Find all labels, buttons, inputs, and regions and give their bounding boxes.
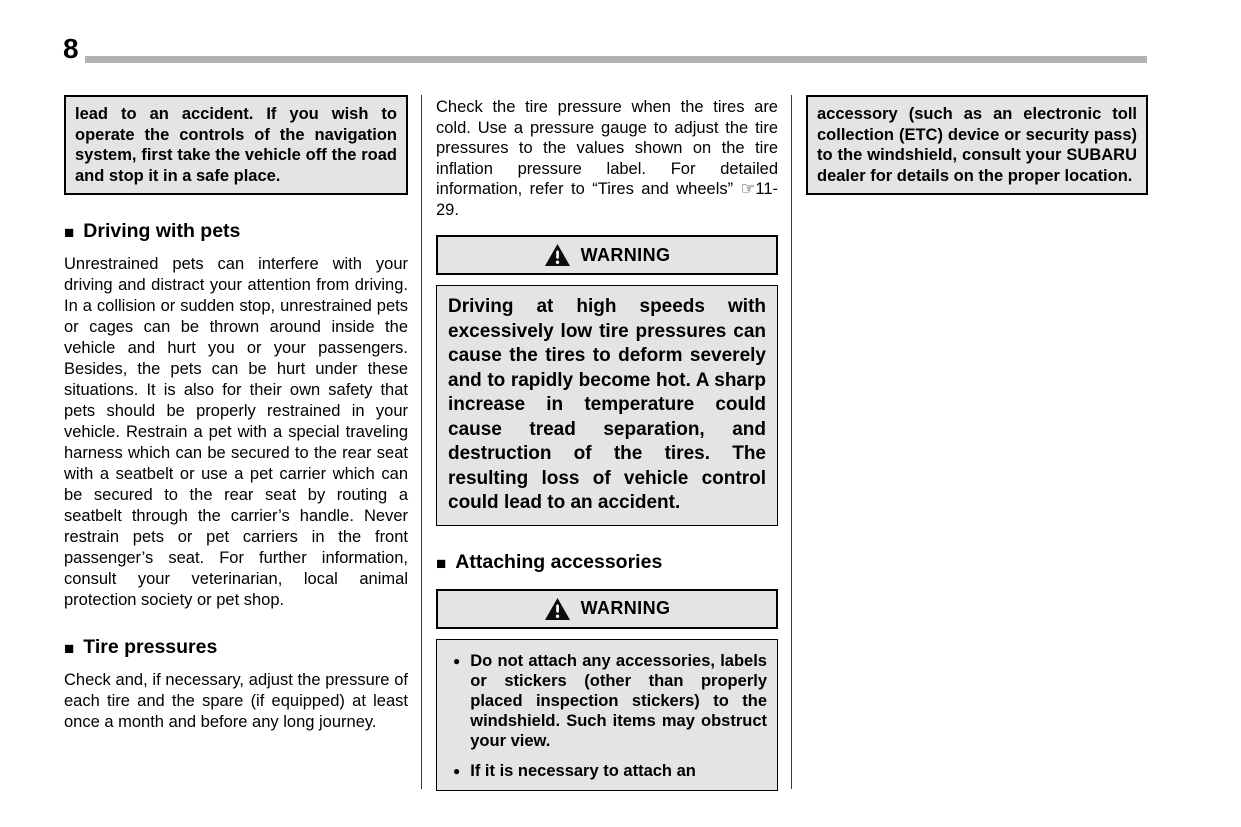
column-middle bbox=[436, 95, 778, 791]
warning-header bbox=[436, 589, 778, 629]
section-title: Driving with pets bbox=[83, 220, 241, 242]
continuation-note-box: lead to an accident. If you wish to operate the controls of the navigation system, first take the vehicle off the road and stop it in a safe place. bbox=[64, 95, 408, 195]
column-divider-left bbox=[421, 95, 422, 789]
warning-label: WARNING bbox=[580, 598, 671, 618]
paragraph-tire-pressure-check: Check the tire pressure when the tires are cold. Use a pressure gauge to adjust the tire pressures to the values shown on the tire inflation pressure label. For detailed information, refer to “Tires and wheels” ☞11-29. bbox=[436, 98, 778, 219]
column-left bbox=[64, 95, 408, 739]
warning-header bbox=[436, 235, 778, 275]
bullet-icon: ● bbox=[453, 763, 461, 778]
warning-triangle-icon bbox=[544, 243, 571, 267]
section-heading-attaching-accessories bbox=[436, 551, 778, 574]
section-marker-icon: ■ bbox=[64, 639, 75, 658]
bullet-text: If it is necessary to attach an bbox=[470, 761, 696, 780]
warning-bullet-list bbox=[436, 639, 778, 791]
section-title: Attaching accessories bbox=[455, 550, 663, 573]
section-heading-driving-with-pets bbox=[64, 220, 408, 243]
continuation-note-box: accessory (such as an electronic toll collection (ETC) device or security pass) to the windshield, consult your SUBARU dealer for details on the proper location. bbox=[806, 95, 1148, 195]
header-rule bbox=[85, 56, 1147, 63]
bullet-icon: ● bbox=[453, 653, 461, 668]
section-marker-icon: ■ bbox=[436, 553, 447, 573]
section-marker-icon: ■ bbox=[64, 223, 75, 242]
bullet-item bbox=[445, 651, 767, 751]
column-right bbox=[806, 95, 1148, 195]
section-title: Tire pressures bbox=[83, 636, 218, 658]
paragraph-tire-pressures: Check and, if necessary, adjust the pressure of each tire and the spare (if equipped) at least once a month and before any long journey. bbox=[64, 671, 408, 731]
paragraph-driving-with-pets: Unrestrained pets can interfere with your driving and distract your attention from driving. In a collision or sudden stop, unrestrained pets or cages can be thrown around inside the vehicle and hurt you or your passengers. Besides, the pets can be hurt under these situations. It is also for their own safety that pets should be properly restrained in your vehicle. Restrain a pet with a special traveling harness which can be secured to the rear seat with a seatbelt or use a pet carrier which can be secured to the rear seat by routing a seatbelt through the carrier’s handle. Never restrain pets or pet carriers in the front passenger’s seat. For further information, consult your veterinarian, local animal protection society or pet shop. bbox=[64, 255, 408, 609]
column-divider-right bbox=[791, 95, 792, 789]
section-heading-tire-pressures bbox=[64, 636, 408, 659]
page-number: 8 bbox=[63, 33, 79, 64]
bullet-item bbox=[445, 761, 767, 781]
warning-triangle-icon bbox=[544, 597, 571, 621]
warning-label: WARNING bbox=[580, 244, 671, 265]
warning-body-tire-pressure: Driving at high speeds with excessively low tire pressures can cause the tires to deform severely and to rapidly become hot. A sharp increase in temperature could cause tread separation, and destruction of the tires. The resulting loss of vehicle control could lead to an accident. bbox=[436, 285, 778, 526]
bullet-text: Do not attach any accessories, labels or stickers (other than properly placed inspection stickers) to the windshield. Such items may obstruct your view. bbox=[470, 651, 767, 750]
